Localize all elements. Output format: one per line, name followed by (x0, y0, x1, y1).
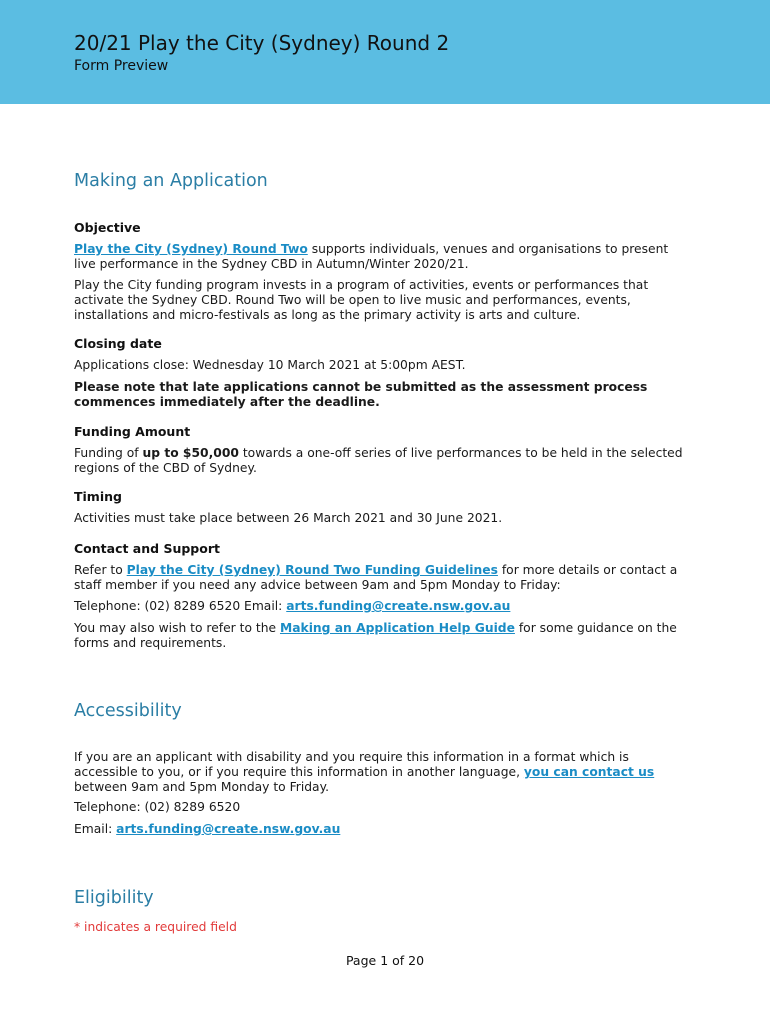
funding-pre-text: Funding of (74, 446, 143, 460)
contact-us-link[interactable]: you can contact us (523, 765, 655, 779)
contact-refer-paragraph (74, 563, 686, 593)
accessibility-email-link[interactable]: arts.funding@create.nsw.gov.au (116, 822, 341, 836)
accessibility-email (74, 822, 686, 837)
contact-refer-post: for more details or contact a staff member if you need any advice between 9am and 5pm Monday to Friday: (74, 563, 678, 592)
closing-date-paragraph: Applications close: Wednesday 10 March 2021 at 5:00pm AEST. (74, 358, 466, 372)
funding-post-text: towards a one-off series of live performances to be held in the selected regions of the CBD of Sydney. (74, 446, 683, 475)
section-heading-accessibility: Accessibility (74, 701, 182, 721)
closing-date-heading: Closing date (74, 336, 162, 351)
accessibility-email-label: Email: (74, 822, 117, 836)
help-guide-link[interactable]: Making an Application Help Guide (279, 621, 515, 635)
email-link[interactable]: arts.funding@create.nsw.gov.au (286, 599, 511, 613)
accessibility-paragraph (74, 750, 686, 795)
page-title: 20/21 Play the City (Sydney) Round 2 (74, 31, 450, 55)
funding-guidelines-link[interactable]: Play the City (Sydney) Round Two Funding Guidelines (126, 563, 498, 577)
section-heading-eligibility: Eligibility (74, 888, 154, 908)
play-the-city-link[interactable]: Play the City (Sydney) Round Two (74, 242, 308, 256)
timing-paragraph: Activities must take place between 26 March 2021 and 30 June 2021. (74, 511, 503, 525)
funding-amount-value: up to $50,000 (142, 446, 239, 460)
help-guide-paragraph (74, 621, 686, 651)
required-field-note: * indicates a required field (74, 920, 237, 934)
accessibility-pre-text: If you are an applicant with disability and you require this information in a format which is accessible to you, or if you require this information in another language, (74, 750, 629, 779)
contact-phone-email (74, 599, 686, 614)
funding-amount-paragraph (74, 446, 686, 476)
help-post-text: for some guidance on the forms and requirements. (74, 621, 677, 650)
page-header (0, 0, 770, 104)
funding-amount-heading: Funding Amount (74, 424, 191, 439)
contact-refer-pre: Refer to (74, 563, 127, 577)
objective-paragraph-1 (74, 242, 686, 272)
page-subtitle: Form Preview (74, 58, 169, 74)
timing-heading: Timing (74, 489, 122, 504)
accessibility-phone: Telephone: (02) 8289 6520 (74, 800, 241, 814)
contact-phone-text: Telephone: (02) 8289 6520 Email: (74, 599, 287, 613)
late-applications-note: Please note that late applications cannot be submitted as the assessment process commences immediately after the deadline. (74, 380, 648, 409)
section-heading-making-application: Making an Application (74, 171, 268, 191)
objective-paragraph-2: Play the City funding program invests in a program of activities, events or performances that activate the Sydney CBD. Round Two will be open to live music and performances, events, installations and micro-festivals as long as the primary activity is arts and culture. (74, 278, 649, 322)
contact-support-heading: Contact and Support (74, 541, 220, 556)
objective-paragraph-1-text: supports individuals, venues and organisations to present live performance in the Sydney CBD in Autumn/Winter 2020/21. (74, 242, 669, 271)
help-pre-text: You may also wish to refer to the (74, 621, 280, 635)
page-number: Page 1 of 20 (345, 953, 425, 968)
accessibility-post-text: between 9am and 5pm Monday to Friday. (74, 780, 330, 794)
objective-heading: Objective (74, 220, 141, 235)
